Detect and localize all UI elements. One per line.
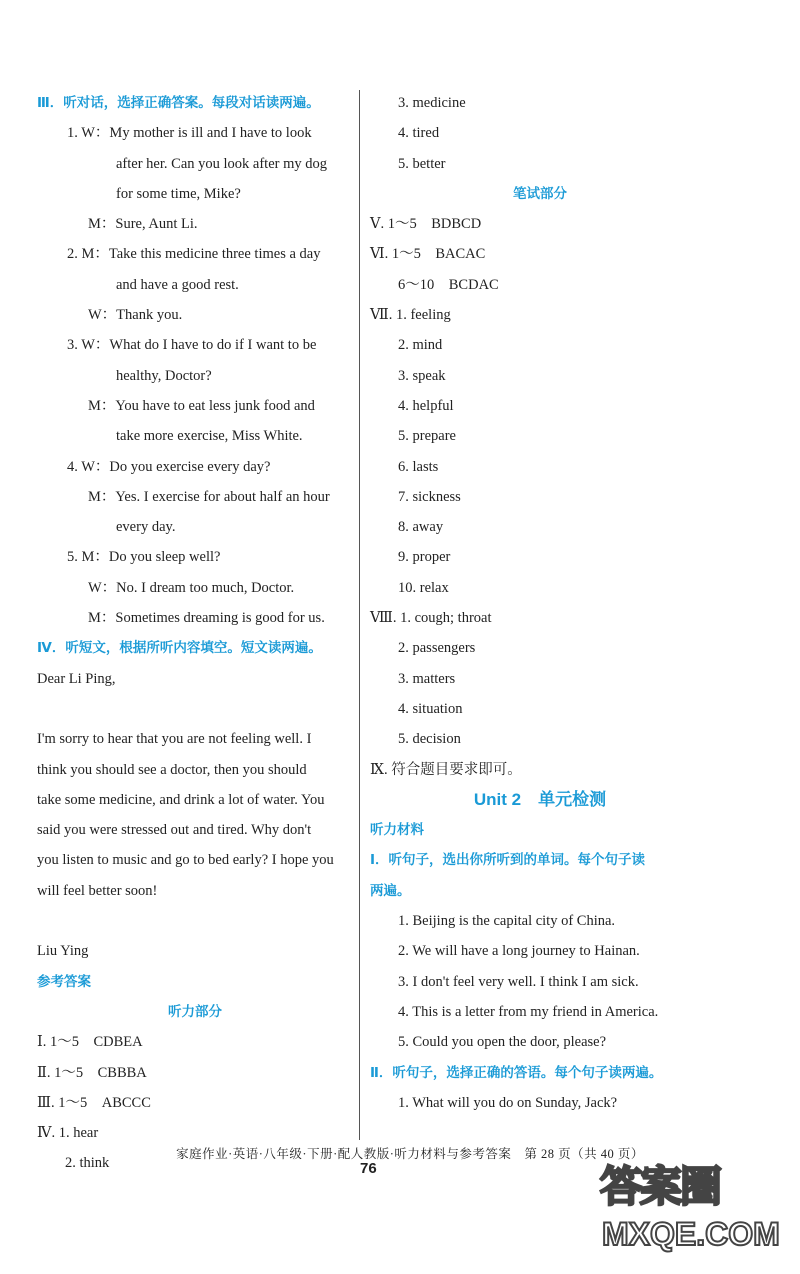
left-line: Ⅳ. 1. hear [37, 1125, 99, 1142]
right-line: 10. relax [398, 579, 449, 596]
right-line: 7. sickness [398, 488, 461, 505]
right-column [370, 88, 710, 1118]
right-line: 3. I don't feel very well. I think I am sick. [398, 973, 639, 990]
left-line: 1. W：My mother is ill and I have to look [67, 125, 312, 142]
right-line: 9. proper [398, 549, 451, 566]
left-line: 听力部分 [168, 1003, 222, 1020]
left-line: I'm sorry to hear that you are not feeling well. I [37, 731, 312, 748]
left-line: 3. W：What do I have to do if I want to be [67, 337, 317, 354]
right-line: 4. helpful [398, 397, 454, 414]
left-line: healthy, Doctor? [116, 367, 212, 384]
left-line: after her. Can you look after my dog [116, 155, 327, 172]
left-line: Ⅱ. 1～5 CBBBA [37, 1064, 147, 1081]
right-line: 5. Could you open the door, please? [398, 1034, 607, 1051]
left-line: take more exercise, Miss White. [116, 428, 303, 445]
left-line: every day. [116, 519, 176, 536]
right-line: 2. passengers [398, 640, 476, 657]
right-line: 笔试部分 [513, 185, 567, 202]
left-column [37, 88, 353, 1179]
left-line: take some medicine, and drink a lot of water. You [37, 791, 325, 808]
left-line [37, 906, 353, 936]
left-line: M：Yes. I exercise for about half an hour [88, 488, 330, 505]
right-line: Ⅵ. 1～5 BACAC [370, 246, 486, 263]
left-line [37, 694, 353, 724]
left-line: Ⅳ．听短文，根据所听内容填空。短文读两遍。 [37, 640, 322, 657]
left-line: for some time, Mike? [116, 185, 241, 202]
right-line: 4. situation [398, 700, 463, 717]
left-line: 5. M：Do you sleep well? [67, 549, 221, 566]
left-line: M：Sure, Aunt Li. [88, 216, 198, 233]
column-divider [359, 90, 360, 1140]
right-line: 两遍。 [370, 882, 411, 899]
right-line: Ⅸ. 符合题目要求即可。 [370, 761, 522, 778]
right-line: Ⅴ. 1～5 BDBCD [370, 216, 482, 233]
left-line: Dear Li Ping, [37, 670, 116, 687]
left-line: Ⅰ. 1～5 CDBEA [37, 1034, 143, 1051]
watermark-chinese: 答案圈 [600, 1162, 721, 1211]
right-line: 3. speak [398, 367, 446, 384]
left-line: and have a good rest. [116, 276, 239, 293]
left-line: Liu Ying [37, 943, 89, 960]
left-line: will feel better soon! [37, 882, 158, 899]
left-line: Ⅲ．听对话，选择正确答案。每段对话读两遍。 [37, 95, 320, 111]
left-line: M：Sometimes dreaming is good for us. [88, 610, 325, 627]
right-line: 1. What will you do on Sunday, Jack? [398, 1094, 618, 1111]
right-line: 5. prepare [398, 428, 456, 445]
page-number: 76 [360, 1160, 377, 1177]
left-line: W：No. I dream too much, Doctor. [88, 579, 295, 596]
right-line: 5. decision [398, 731, 461, 748]
watermark-logo [590, 1154, 780, 1264]
right-line: 6～10 BCDAC [398, 276, 499, 293]
left-line: 2. think [65, 1155, 110, 1172]
right-line: 3. medicine [398, 95, 466, 111]
left-line: M：You have to eat less junk food and [88, 397, 315, 414]
right-line: 5. better [398, 155, 446, 172]
left-line: W：Thank you. [88, 307, 183, 324]
right-line: 2. We will have a long journey to Hainan. [398, 943, 640, 960]
right-line: 2. mind [398, 337, 443, 354]
right-line: Ⅶ. 1. feeling [370, 307, 451, 324]
left-line: Ⅲ. 1～5 ABCCC [37, 1094, 151, 1111]
right-line: Ⅰ．听句子，选出你所听到的单词。每个句子读 [370, 852, 646, 869]
left-line: 4. W：Do you exercise every day? [67, 458, 271, 475]
right-line: 4. tired [398, 125, 440, 142]
right-line: Ⅱ．听句子，选择正确的答语。每个句子读两遍。 [370, 1064, 663, 1081]
watermark-url: MXQE.COM [602, 1216, 780, 1252]
right-line: 4. This is a letter from my friend in America. [398, 1003, 659, 1020]
right-line: 听力材料 [370, 822, 424, 839]
left-line: think you should see a doctor, then you should [37, 761, 307, 778]
left-line: you listen to music and go to bed early? I hope you [37, 852, 334, 869]
page-footer: 家庭作业·英语·八年级·下册·配人教版·听力材料与参考答案 第 28 页（共 40 页） [176, 1147, 644, 1161]
right-line: Unit 2 单元检测 [473, 789, 607, 809]
right-line: 6. lasts [398, 458, 439, 475]
right-line: 3. matters [398, 670, 456, 687]
right-line: 8. away [398, 519, 444, 536]
left-line: said you were stressed out and tired. Why don't [37, 822, 312, 839]
left-line: 2. M：Take this medicine three times a day [67, 246, 321, 263]
left-line: 参考答案 [37, 973, 91, 990]
right-line: Ⅷ. 1. cough; throat [370, 610, 492, 627]
right-line: 1. Beijing is the capital city of China. [398, 913, 616, 930]
